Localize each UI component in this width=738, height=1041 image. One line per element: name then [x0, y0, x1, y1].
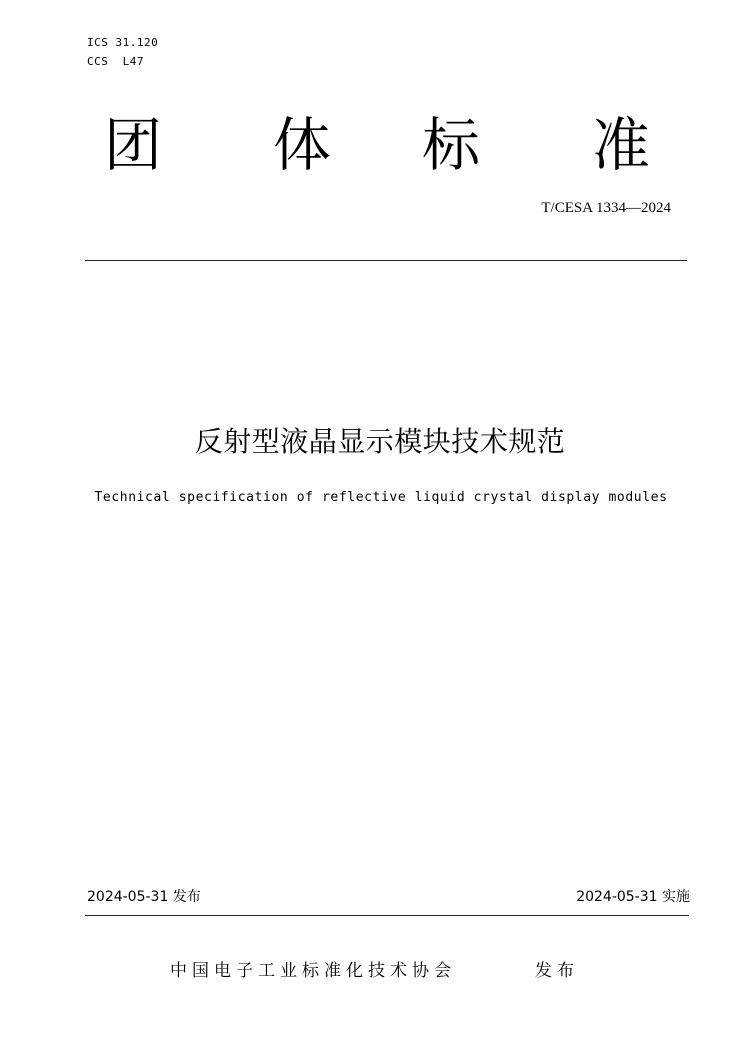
- publisher-name: 中国电子工业标准化技术协会: [170, 961, 456, 981]
- standard-number: T/CESA 1334—2024: [541, 200, 671, 216]
- chinese-title: 反射型液晶显示模块技术规范: [194, 425, 566, 458]
- publish-label: 发布: [535, 961, 579, 981]
- category-char-1: 团: [104, 111, 163, 179]
- implementation-date: 2024-05-31 实施: [576, 889, 690, 905]
- ccs-code: CCS L47: [87, 55, 144, 68]
- ics-code: ICS 31.120: [87, 36, 159, 49]
- english-title: Technical specification of reflective liquid crystal display modules: [94, 490, 668, 505]
- category-char-3: 标: [422, 111, 481, 179]
- category-char-4: 准: [592, 111, 651, 179]
- category-char-2: 体: [273, 111, 332, 179]
- top-divider: [85, 260, 687, 261]
- issue-date: 2024-05-31 发布: [87, 889, 201, 905]
- bottom-divider: [85, 915, 689, 916]
